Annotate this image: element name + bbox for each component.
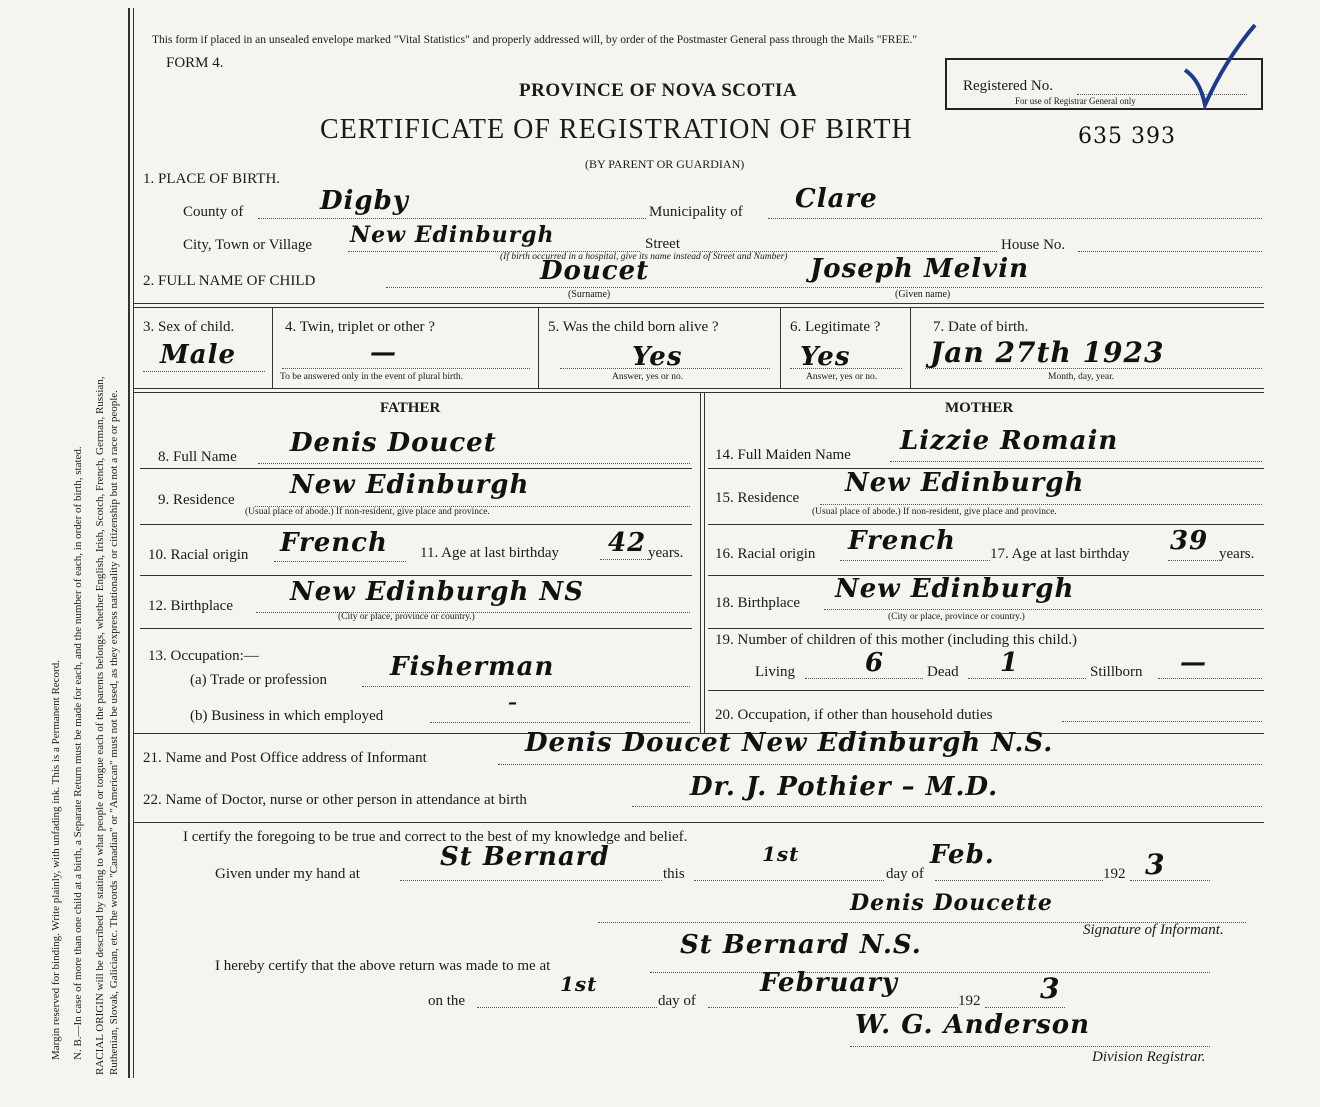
- stillborn-value: —: [1180, 648, 1207, 678]
- father-birthplace-label: 12. Birthplace: [148, 598, 233, 614]
- mother-birthplace-label: 18. Birthplace: [715, 595, 800, 611]
- registrar-caption: Division Registrar.: [1092, 1049, 1206, 1065]
- alive-value: Yes: [632, 342, 683, 372]
- cert-year-suffix: 3: [1145, 848, 1166, 881]
- twin-label: 4. Twin, triplet or other ?: [285, 319, 435, 335]
- legitimate-value: Yes: [800, 342, 851, 372]
- reg-month-value: February: [760, 968, 899, 998]
- mother-racial-label: 16. Racial origin: [715, 546, 816, 562]
- father-heading: FATHER: [380, 400, 441, 416]
- mother-residence-value: New Edinburgh: [845, 468, 1085, 498]
- father-age-unit: years.: [648, 545, 684, 561]
- dob-label: 7. Date of birth.: [933, 319, 1029, 335]
- city-value: New Edinburgh: [350, 222, 555, 248]
- margin-note-3: RACIAL ORIGIN will be described by stating to what people or tongue each of the parents belongs, whether English, Irish, Scotch, French, German, Russian,: [94, 376, 106, 1075]
- day-of-label: day of: [886, 866, 924, 882]
- alive-label: 5. Was the child born alive ?: [548, 319, 719, 335]
- cert-year-prefix: 192: [1103, 866, 1126, 882]
- mother-name-label: 14. Full Maiden Name: [715, 447, 851, 463]
- province-heading: PROVINCE OF NOVA SCOTIA: [519, 80, 798, 101]
- doctor-label: 22. Name of Doctor, nurse or other person in attendance at birth: [143, 792, 527, 808]
- municipality-label: Municipality of: [649, 204, 743, 220]
- doctor-value: Dr. J. Pothier – M.D.: [690, 772, 999, 802]
- certificate-number: 635 393: [1078, 124, 1176, 149]
- place-of-birth-label: 1. PLACE OF BIRTH.: [143, 171, 281, 187]
- hospital-note: (If birth occurred in a hospital, give its name instead of Street and Number): [500, 252, 788, 262]
- informant-signature: Denis Doucette: [850, 890, 1053, 916]
- father-residence-label: 9. Residence: [158, 492, 235, 508]
- father-age-label: 11. Age at last birthday: [420, 545, 559, 561]
- father-residence-value: New Edinburgh: [290, 470, 530, 500]
- mother-heading: MOTHER: [945, 400, 1014, 416]
- child-surname-value: Doucet: [540, 256, 650, 286]
- house-number-label: House No.: [1001, 237, 1066, 253]
- county-label: County of: [183, 204, 244, 220]
- mother-birthplace-note: (City or place, province or country.): [888, 612, 1025, 622]
- dead-value: 1: [1000, 648, 1020, 678]
- cert-day-value: 1st: [762, 842, 800, 866]
- father-occupation-label: 13. Occupation:—: [148, 648, 259, 664]
- registrar-note: For use of Registrar General only: [1015, 96, 1136, 106]
- surname-caption: (Surname): [568, 289, 611, 300]
- informant-value: Denis Doucet New Edinburgh N.S.: [525, 728, 1054, 758]
- mother-occupation-label: 20. Occupation, if other than household duties: [715, 707, 993, 723]
- legitimate-label: 6. Legitimate ?: [790, 319, 881, 335]
- cert-month-value: Feb.: [930, 840, 995, 870]
- given-place-value: St Bernard: [440, 842, 610, 872]
- legitimate-note: Answer, yes or no.: [806, 372, 878, 382]
- mother-children-label: 19. Number of children of this mother (including this child.): [715, 632, 1078, 648]
- certificate-subtitle: (BY PARENT OR GUARDIAN): [585, 157, 745, 171]
- check-mark-icon: [1180, 20, 1260, 115]
- form-number: FORM 4.: [166, 55, 224, 71]
- father-racial-label: 10. Racial origin: [148, 547, 249, 563]
- father-birthplace-note: (City or place, province or country.): [338, 612, 475, 622]
- margin-note-1: Margin reserved for binding. Write plainly, with unfading ink. This is a Permanent Record.: [50, 660, 62, 1060]
- alive-note: Answer, yes or no.: [612, 372, 684, 382]
- signature-caption: Signature of Informant.: [1083, 922, 1224, 938]
- sex-label: 3. Sex of child.: [143, 319, 235, 335]
- sex-value: Male: [160, 340, 237, 370]
- child-given-value: Joseph Melvin: [810, 254, 1030, 284]
- mother-racial-value: French: [848, 526, 956, 556]
- father-trade-value: Fisherman: [390, 652, 555, 682]
- reg-year-prefix: 192: [958, 993, 981, 1009]
- dob-value: Jan 27th 1923: [930, 336, 1165, 369]
- father-residence-note: (Usual place of abode.) If non-resident, give place and province.: [245, 507, 490, 517]
- margin-note-4: Ruthenian, Slovak, Galician, etc. The words "Canadian" or "American" must not be used, as they express nationality or citizenship but not a race or people.: [108, 390, 120, 1075]
- registrar-signature: W. G. Anderson: [855, 1010, 1091, 1040]
- certificate-title: CERTIFICATE OF REGISTRATION OF BIRTH: [320, 114, 913, 145]
- given-under-label: Given under my hand at: [215, 866, 360, 882]
- father-business-value: –: [508, 692, 518, 713]
- registered-label: Registered No.: [963, 78, 1053, 94]
- child-name-label: 2. FULL NAME OF CHILD: [143, 273, 316, 289]
- mother-name-value: Lizzie Romain: [900, 426, 1119, 456]
- city-label: City, Town or Village: [183, 237, 313, 253]
- dob-note: Month, day, year.: [1048, 372, 1115, 382]
- certify-statement: I certify the foregoing to be true and correct to the best of my knowledge and belief.: [183, 829, 688, 845]
- on-the-label: on the: [428, 993, 466, 1009]
- father-name-label: 8. Full Name: [158, 449, 237, 465]
- mother-birthplace-value: New Edinburgh: [835, 574, 1075, 604]
- reg-day-of-label: day of: [658, 993, 696, 1009]
- dead-label: Dead: [927, 664, 959, 680]
- this-label: this: [663, 866, 685, 882]
- street-label: Street: [645, 236, 680, 252]
- father-trade-label: (a) Trade or profession: [190, 672, 328, 688]
- municipality-value: Clare: [795, 184, 878, 214]
- mother-age-unit: years.: [1219, 546, 1255, 562]
- stillborn-label: Stillborn: [1090, 664, 1143, 680]
- father-name-value: Denis Doucet: [290, 428, 497, 458]
- margin-note-2: N. B.—In case of more than one child at a birth, a Separate Return must be made for each, and the number of each, in order of birth, stated.: [72, 446, 84, 1060]
- registrar-statement: I hereby certify that the above return was made to me at: [215, 958, 551, 974]
- binding-margin-line: [128, 8, 130, 1078]
- twin-note: To be answered only in the event of plural birth.: [280, 372, 463, 382]
- mother-residence-note: (Usual place of abode.) If non-resident, give place and province.: [812, 507, 1057, 517]
- father-birthplace-value: New Edinburgh NS: [290, 577, 584, 607]
- registrar-place-value: St Bernard N.S.: [680, 930, 922, 960]
- mother-residence-label: 15. Residence: [715, 490, 800, 506]
- father-racial-value: French: [280, 528, 388, 558]
- given-caption: (Given name): [895, 289, 951, 300]
- living-label: Living: [755, 664, 795, 680]
- mail-notice: This form if placed in an unsealed envelope marked "Vital Statistics" and properly addressed will, by order of the Postmaster General pass through the Mails "FREE.": [152, 34, 918, 46]
- reg-day-value: 1st: [560, 972, 598, 996]
- twin-value: —: [370, 338, 397, 368]
- father-business-label: (b) Business in which employed: [190, 708, 384, 724]
- father-age-value: 42: [608, 528, 647, 558]
- mother-age-value: 39: [1170, 526, 1209, 556]
- mother-age-label: 17. Age at last birthday: [990, 546, 1130, 562]
- informant-label: 21. Name and Post Office address of Informant: [143, 750, 427, 766]
- living-value: 6: [865, 648, 885, 678]
- county-value: Digby: [320, 186, 409, 216]
- reg-year-suffix: 3: [1040, 972, 1061, 1005]
